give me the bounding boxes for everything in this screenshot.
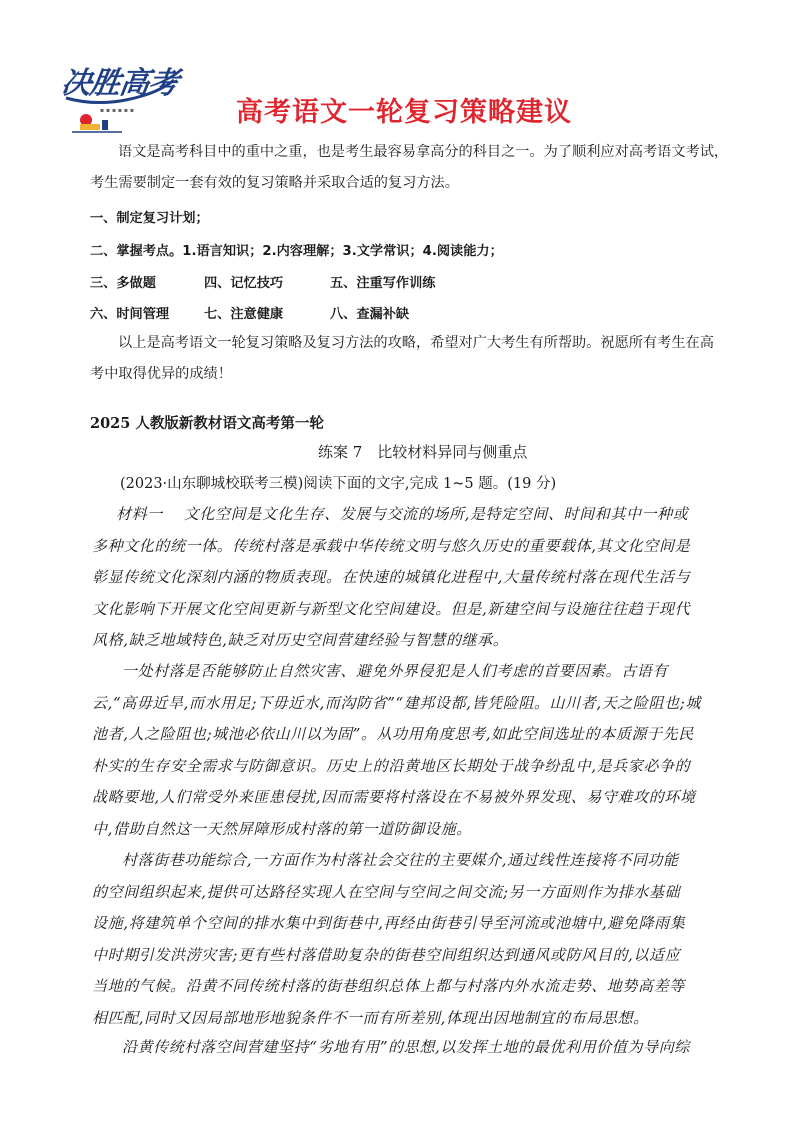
section-1: 一、制定复习计划； (90, 211, 209, 226)
section-3-b: 四、记忆技巧 (204, 276, 284, 291)
material-paragraph-4 (92, 1032, 690, 1064)
material-line: 村落街巷功能综合,一方面作为村落社会交往的主要媒介,通过线性连接将不同功能 (122, 851, 679, 869)
section-4-b: 七、注意健康 (204, 307, 284, 322)
page-title: 高考语文一轮复习策略建议 (236, 97, 572, 128)
material-paragraph-1 (92, 499, 690, 657)
material-line: 相匹配,同时又因局部地形地貌条件不一而有所差别,体现出因地制宜的布局思想。 (92, 1008, 649, 1027)
intro-paragraph (90, 137, 728, 199)
material-line: 当地的气候。沿黄不同传统村落的街巷组织总体上都与村落内外水流走势、地势高差等 (92, 977, 685, 995)
material-line: 文化影响下开展文化空间更新与新型文化空间建设。但是,新建空间与设施往往趋于现代 (92, 599, 691, 618)
closing-line-2: 考中取得优异的成绩！ (90, 366, 232, 382)
exam-heading: 2025 人教版新教材语文高考第一轮 (90, 415, 324, 432)
material-line: 云,“高毋近旱,而水用足;下毋近水,而沟防省”“建邦设都,皆凭险阻。山川者,天之险阻也;城 (92, 693, 701, 712)
closing-paragraph (90, 328, 714, 390)
intro-line-2: 考生需要制定一套有效的复习策略并采取合适的复习方法。 (90, 175, 459, 191)
question-source: (2023·山东聊城校联考三模)阅读下面的文字,完成 1~5 题。(19 分) (120, 476, 557, 492)
material-line: 设施,将建筑单个空间的排水集中到街巷中,再经由街巷引导至河流或池塘中,避免降雨集 (92, 914, 686, 932)
material-paragraph-2 (92, 656, 701, 845)
section-4-a: 六、时间管理 (90, 307, 170, 322)
material-line: 材料一 文化空间是文化生存、发展与交流的场所,是特定空间、时间和其中一种或 (116, 505, 689, 523)
material-line: 彰显传统文化深刻内涵的物质表现。在快速的城镇化进程中,大量传统村落在现代生活与 (92, 568, 691, 586)
material-line: 中,借助自然这一天然屏障形成村落的第一道防御设施。 (92, 819, 472, 838)
material-paragraph-3 (92, 845, 685, 1034)
section-4-c: 八、查漏补缺 (330, 307, 410, 322)
section-3-a: 三、多做题 (90, 276, 156, 291)
section-3-c: 五、注重写作训练 (330, 276, 436, 291)
material-line: 一处村落是否能够防止自然灾害、避免外界侵犯是人们考虑的首要因素。古语有 (122, 662, 669, 680)
material-line: 中时期引发洪涝灾害;更有些村落借助复杂的街巷空间组织达到通风或防风目的,以适应 (92, 945, 681, 964)
section-3 (90, 272, 436, 291)
svg-text:▪ ▪ ▪ ▪ ▪ ▪: ▪ ▪ ▪ ▪ ▪ ▪ (100, 107, 134, 114)
exercise-title: 练案 7 比较材料异同与侧重点 (318, 443, 528, 461)
intro-line-1: 语文是高考科目中的重中之重，也是考生最容易拿高分的科目之一。为了顺利应对高考语文考试， (118, 144, 729, 160)
material-line: 沿黄传统村落空间营建坚持“劣地有用”的思想,以发挥土地的最优利用价值为导向综 (122, 1038, 690, 1056)
logo-text: 决胜高考 (59, 66, 180, 101)
material-line: 池者,人之险阻也;城池必依山川以为固”。从功用角度思考,如此空间选址的本质源于先民 (92, 725, 694, 743)
section-2: 二、掌握考点。1.语言知识；2.内容理解；3.文学常识；4.阅读能力； (90, 244, 503, 259)
section-4 (90, 303, 409, 322)
material-line: 的空间组织起来,提供可达路径实现人在空间与空间之间交流;另一方面则作为排水基础 (92, 882, 681, 901)
material-line: 多种文化的统一体。传统村落是承载中华传统文明与悠久历史的重要载体,其文化空间是 (92, 536, 691, 555)
material-line: 朴实的生存安全需求与防御意识。历史上的沿黄地区长期处于战争纷乱中,是兵家必争的 (92, 756, 691, 775)
material-line: 战略要地,人们常受外来匪患侵扰,因而需要将村落设在不易被外界发现、易守难攻的环境 (92, 788, 696, 806)
closing-line-1: 以上是高考语文一轮复习策略及复习方法的攻略，希望对广大考生有所帮助。祝愿所有考生在高 (118, 335, 714, 351)
material-line: 风格,缺乏地域特色,缺乏对历史空间营建经验与智慧的继承。 (92, 631, 509, 649)
logo (59, 58, 180, 138)
